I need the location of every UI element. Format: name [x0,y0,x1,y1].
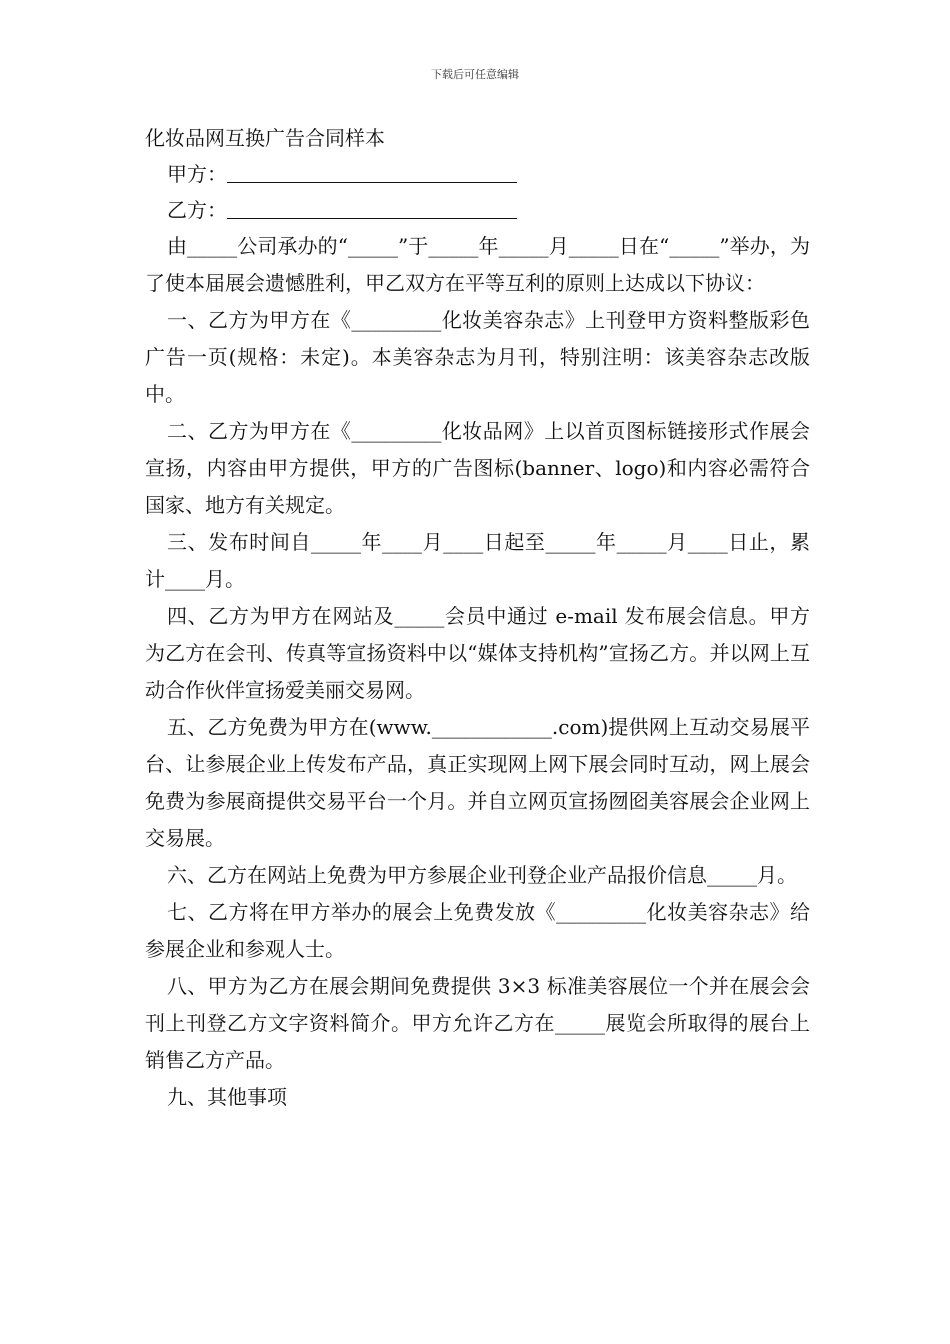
clause-9: 九、其他事项 [167,1085,287,1109]
document-title: 化妆品网互换广告合同样本 [145,126,385,150]
party-b-label: 乙方： [167,198,227,222]
clause-8: 八、甲方为乙方在展会期间免费提供 3×3 标准美容展位一个并在展会会刊上刊登乙方文字资料简介。甲方允许乙方在_____展览会所取得的展台上销售乙方产品。 [145,974,810,1072]
party-a-line [145,156,810,192]
clause-5: 五、乙方免费为甲方在(www.____________.com)提供网上互动交易展平台、让参展企业上传发布产品，真正实现网上网下展会同时互动，网上展会免费为参展商提供交易平台一个月。并自立网页宣扬囫囵美容展会企业网上交易展。 [145,715,810,850]
party-a-label: 甲方： [167,162,227,186]
party-a-blank [227,162,517,183]
clause-4: 四、乙方为甲方在网站及_____会员中通过 e-mail 发布展会信息。甲方为乙方在会刊、传真等宣扬资料中以“媒体支持机构”宣扬乙方。并以网上互动合作伙伴宣扬爱美丽交易网。 [145,604,810,702]
clause-6: 六、乙方在网站上免费为甲方参展企业刊登企业产品报价信息_____月。 [167,863,797,887]
document-body [145,120,810,1116]
party-b-line [145,192,810,228]
clause-1: 一、乙方为甲方在《_________化妆美容杂志》上刊登甲方资料整版彩色广告一页(规格：未定)。本美容杂志为月刊，特别注明：该美容杂志改版中。 [145,308,810,406]
page-header: 下载后可任意编辑 [431,68,519,81]
clause-3: 三、发布时间自_____年____月____日起至_____年_____月____日止，累计____月。 [145,530,810,591]
clause-2: 二、乙方为甲方在《_________化妆品网》上以首页图标链接形式作展会宣扬，内容由甲方提供，甲方的广告图标(banner、logo)和内容必需符合国家、地方有关规定。 [145,419,810,517]
clause-7: 七、乙方将在甲方举办的展会上免费发放《_________化妆美容杂志》给参展企业和参观人士。 [145,900,810,961]
party-b-blank [227,198,517,219]
paragraph-intro: 由_____公司承办的“_____”于_____年_____月_____日在“_____”举办，为了使本届展会遗憾胜利，甲乙双方在平等互利的原则上达成以下协议： [145,234,810,295]
